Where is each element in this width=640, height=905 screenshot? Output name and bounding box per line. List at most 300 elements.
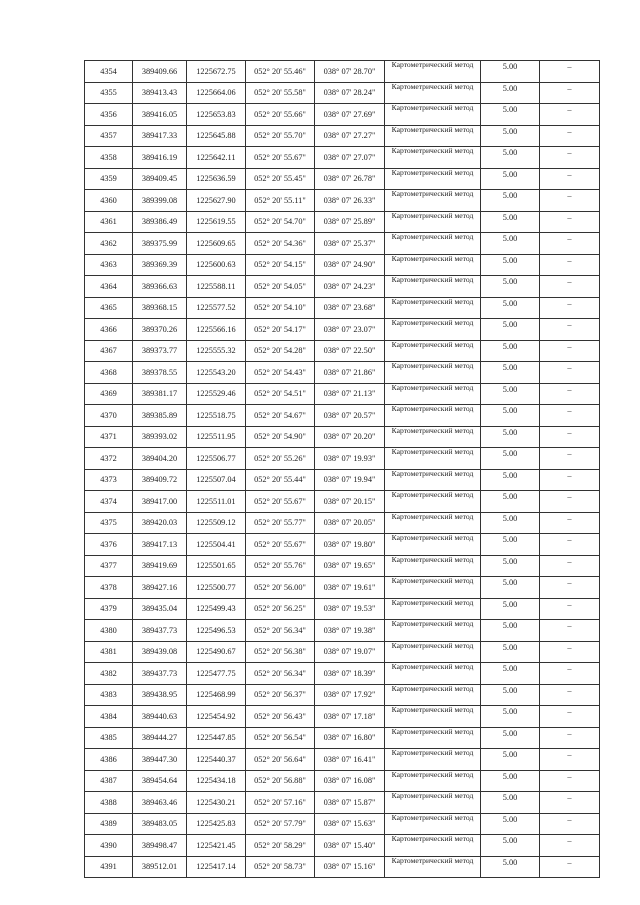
latitude-cell: 052° 20' 57.16" [246, 792, 315, 814]
method-cell: Картометрический метод [385, 792, 481, 814]
note-cell: – [540, 168, 600, 190]
longitude-cell: 038° 07' 25.37" [315, 233, 385, 255]
method-cell: Картометрический метод [385, 426, 481, 448]
accuracy-cell: 5.00 [481, 233, 540, 255]
latitude-cell: 052° 20' 55.11" [246, 190, 315, 212]
method-cell: Картометрический метод [385, 383, 481, 405]
y-coordinate-cell: 1225421.45 [187, 835, 246, 857]
table-row [85, 469, 600, 491]
table-row [85, 340, 600, 362]
x-coordinate-cell: 389447.30 [133, 749, 187, 771]
accuracy-cell: 5.00 [481, 276, 540, 298]
method-cell: Картометрический метод [385, 512, 481, 534]
accuracy-cell: 5.00 [481, 405, 540, 427]
method-cell: Картометрический метод [385, 727, 481, 749]
y-coordinate-cell: 1225417.14 [187, 856, 246, 878]
point-number-cell: 4364 [85, 276, 133, 298]
longitude-cell: 038° 07' 26.78" [315, 168, 385, 190]
point-number-cell: 4367 [85, 340, 133, 362]
x-coordinate-cell: 389416.05 [133, 104, 187, 126]
point-number-cell: 4378 [85, 577, 133, 599]
point-number-cell: 4366 [85, 319, 133, 341]
point-number-cell: 4391 [85, 856, 133, 878]
latitude-cell: 052° 20' 54.90" [246, 426, 315, 448]
latitude-cell: 052° 20' 54.17" [246, 319, 315, 341]
table-row [85, 104, 600, 126]
longitude-cell: 038° 07' 18.39" [315, 663, 385, 685]
accuracy-cell: 5.00 [481, 813, 540, 835]
longitude-cell: 038° 07' 25.89" [315, 211, 385, 233]
point-number-cell: 4374 [85, 491, 133, 513]
method-cell: Картометрический метод [385, 491, 481, 513]
latitude-cell: 052° 20' 55.77" [246, 512, 315, 534]
longitude-cell: 038° 07' 17.92" [315, 684, 385, 706]
latitude-cell: 052° 20' 55.67" [246, 147, 315, 169]
y-coordinate-cell: 1225499.43 [187, 598, 246, 620]
accuracy-cell: 5.00 [481, 749, 540, 771]
latitude-cell: 052° 20' 56.37" [246, 684, 315, 706]
note-cell: – [540, 340, 600, 362]
point-number-cell: 4368 [85, 362, 133, 384]
table-row [85, 405, 600, 427]
latitude-cell: 052° 20' 55.26" [246, 448, 315, 470]
longitude-cell: 038° 07' 19.65" [315, 555, 385, 577]
y-coordinate-cell: 1225509.12 [187, 512, 246, 534]
y-coordinate-cell: 1225504.41 [187, 534, 246, 556]
table-row [85, 770, 600, 792]
method-cell: Картометрический метод [385, 684, 481, 706]
y-coordinate-cell: 1225555.32 [187, 340, 246, 362]
y-coordinate-cell: 1225511.01 [187, 491, 246, 513]
note-cell: – [540, 706, 600, 728]
y-coordinate-cell: 1225642.11 [187, 147, 246, 169]
table-row [85, 319, 600, 341]
method-cell: Картометрический метод [385, 61, 481, 83]
point-number-cell: 4372 [85, 448, 133, 470]
table-row [85, 448, 600, 470]
longitude-cell: 038° 07' 20.20" [315, 426, 385, 448]
longitude-cell: 038° 07' 19.93" [315, 448, 385, 470]
point-number-cell: 4376 [85, 534, 133, 556]
accuracy-cell: 5.00 [481, 835, 540, 857]
x-coordinate-cell: 389381.17 [133, 383, 187, 405]
longitude-cell: 038° 07' 16.08" [315, 770, 385, 792]
y-coordinate-cell: 1225454.92 [187, 706, 246, 728]
accuracy-cell: 5.00 [481, 448, 540, 470]
latitude-cell: 052° 20' 54.05" [246, 276, 315, 298]
longitude-cell: 038° 07' 16.80" [315, 727, 385, 749]
x-coordinate-cell: 389444.27 [133, 727, 187, 749]
x-coordinate-cell: 389435.04 [133, 598, 187, 620]
latitude-cell: 052° 20' 54.36" [246, 233, 315, 255]
x-coordinate-cell: 389512.01 [133, 856, 187, 878]
y-coordinate-cell: 1225430.21 [187, 792, 246, 814]
longitude-cell: 038° 07' 17.18" [315, 706, 385, 728]
y-coordinate-cell: 1225440.37 [187, 749, 246, 771]
point-number-cell: 4379 [85, 598, 133, 620]
x-coordinate-cell: 389417.13 [133, 534, 187, 556]
y-coordinate-cell: 1225507.04 [187, 469, 246, 491]
point-number-cell: 4362 [85, 233, 133, 255]
accuracy-cell: 5.00 [481, 512, 540, 534]
accuracy-cell: 5.00 [481, 706, 540, 728]
method-cell: Картометрический метод [385, 147, 481, 169]
latitude-cell: 052° 20' 56.38" [246, 641, 315, 663]
accuracy-cell: 5.00 [481, 254, 540, 276]
table-row [85, 684, 600, 706]
accuracy-cell: 5.00 [481, 125, 540, 147]
longitude-cell: 038° 07' 26.33" [315, 190, 385, 212]
latitude-cell: 052° 20' 54.10" [246, 297, 315, 319]
longitude-cell: 038° 07' 24.90" [315, 254, 385, 276]
point-number-cell: 4388 [85, 792, 133, 814]
note-cell: – [540, 254, 600, 276]
method-cell: Картометрический метод [385, 813, 481, 835]
longitude-cell: 038° 07' 24.23" [315, 276, 385, 298]
x-coordinate-cell: 389409.66 [133, 61, 187, 83]
y-coordinate-cell: 1225511.95 [187, 426, 246, 448]
accuracy-cell: 5.00 [481, 727, 540, 749]
note-cell: – [540, 641, 600, 663]
x-coordinate-cell: 389378.55 [133, 362, 187, 384]
longitude-cell: 038° 07' 27.69" [315, 104, 385, 126]
longitude-cell: 038° 07' 15.87" [315, 792, 385, 814]
point-number-cell: 4382 [85, 663, 133, 685]
point-number-cell: 4377 [85, 555, 133, 577]
x-coordinate-cell: 389370.26 [133, 319, 187, 341]
table-row [85, 168, 600, 190]
table-row [85, 254, 600, 276]
table-row [85, 813, 600, 835]
longitude-cell: 038° 07' 28.24" [315, 82, 385, 104]
y-coordinate-cell: 1225468.99 [187, 684, 246, 706]
y-coordinate-cell: 1225609.65 [187, 233, 246, 255]
point-number-cell: 4385 [85, 727, 133, 749]
accuracy-cell: 5.00 [481, 211, 540, 233]
point-number-cell: 4389 [85, 813, 133, 835]
longitude-cell: 038° 07' 19.53" [315, 598, 385, 620]
note-cell: – [540, 770, 600, 792]
longitude-cell: 038° 07' 19.38" [315, 620, 385, 642]
accuracy-cell: 5.00 [481, 491, 540, 513]
accuracy-cell: 5.00 [481, 663, 540, 685]
x-coordinate-cell: 389393.02 [133, 426, 187, 448]
note-cell: – [540, 383, 600, 405]
method-cell: Картометрический метод [385, 448, 481, 470]
method-cell: Картометрический метод [385, 598, 481, 620]
x-coordinate-cell: 389437.73 [133, 620, 187, 642]
latitude-cell: 052° 20' 55.67" [246, 491, 315, 513]
note-cell: – [540, 792, 600, 814]
longitude-cell: 038° 07' 20.57" [315, 405, 385, 427]
point-number-cell: 4387 [85, 770, 133, 792]
table-row [85, 555, 600, 577]
latitude-cell: 052° 20' 54.43" [246, 362, 315, 384]
note-cell: – [540, 190, 600, 212]
latitude-cell: 052° 20' 55.58" [246, 82, 315, 104]
method-cell: Картометрический метод [385, 168, 481, 190]
latitude-cell: 052° 20' 56.00" [246, 577, 315, 599]
accuracy-cell: 5.00 [481, 577, 540, 599]
longitude-cell: 038° 07' 20.05" [315, 512, 385, 534]
note-cell: – [540, 147, 600, 169]
note-cell: – [540, 555, 600, 577]
y-coordinate-cell: 1225636.59 [187, 168, 246, 190]
table-row [85, 706, 600, 728]
accuracy-cell: 5.00 [481, 190, 540, 212]
table-row [85, 276, 600, 298]
note-cell: – [540, 620, 600, 642]
note-cell: – [540, 727, 600, 749]
x-coordinate-cell: 389498.47 [133, 835, 187, 857]
method-cell: Картометрический метод [385, 856, 481, 878]
note-cell: – [540, 104, 600, 126]
method-cell: Картометрический метод [385, 577, 481, 599]
latitude-cell: 052° 20' 54.28" [246, 340, 315, 362]
point-number-cell: 4383 [85, 684, 133, 706]
y-coordinate-cell: 1225529.46 [187, 383, 246, 405]
x-coordinate-cell: 389375.99 [133, 233, 187, 255]
point-number-cell: 4358 [85, 147, 133, 169]
latitude-cell: 052° 20' 56.34" [246, 620, 315, 642]
x-coordinate-cell: 389437.73 [133, 663, 187, 685]
table-row [85, 598, 600, 620]
x-coordinate-cell: 389399.08 [133, 190, 187, 212]
accuracy-cell: 5.00 [481, 147, 540, 169]
accuracy-cell: 5.00 [481, 555, 540, 577]
latitude-cell: 052° 20' 58.29" [246, 835, 315, 857]
point-number-cell: 4390 [85, 835, 133, 857]
longitude-cell: 038° 07' 23.68" [315, 297, 385, 319]
table-row [85, 426, 600, 448]
x-coordinate-cell: 389439.08 [133, 641, 187, 663]
accuracy-cell: 5.00 [481, 362, 540, 384]
note-cell: – [540, 448, 600, 470]
accuracy-cell: 5.00 [481, 61, 540, 83]
table-row [85, 577, 600, 599]
accuracy-cell: 5.00 [481, 340, 540, 362]
note-cell: – [540, 598, 600, 620]
x-coordinate-cell: 389417.33 [133, 125, 187, 147]
x-coordinate-cell: 389427.16 [133, 577, 187, 599]
table-row [85, 856, 600, 878]
note-cell: – [540, 233, 600, 255]
note-cell: – [540, 512, 600, 534]
latitude-cell: 052° 20' 58.73" [246, 856, 315, 878]
latitude-cell: 052° 20' 54.51" [246, 383, 315, 405]
table-row [85, 727, 600, 749]
note-cell: – [540, 577, 600, 599]
accuracy-cell: 5.00 [481, 297, 540, 319]
method-cell: Картометрический метод [385, 534, 481, 556]
longitude-cell: 038° 07' 27.07" [315, 147, 385, 169]
latitude-cell: 052° 20' 54.67" [246, 405, 315, 427]
longitude-cell: 038° 07' 22.50" [315, 340, 385, 362]
latitude-cell: 052° 20' 55.66" [246, 104, 315, 126]
table-row [85, 512, 600, 534]
note-cell: – [540, 297, 600, 319]
point-number-cell: 4380 [85, 620, 133, 642]
table-row [85, 620, 600, 642]
accuracy-cell: 5.00 [481, 684, 540, 706]
method-cell: Картометрический метод [385, 104, 481, 126]
note-cell: – [540, 684, 600, 706]
accuracy-cell: 5.00 [481, 168, 540, 190]
longitude-cell: 038° 07' 21.13" [315, 383, 385, 405]
longitude-cell: 038° 07' 19.61" [315, 577, 385, 599]
table-row [85, 491, 600, 513]
x-coordinate-cell: 389483.05 [133, 813, 187, 835]
latitude-cell: 052° 20' 57.79" [246, 813, 315, 835]
y-coordinate-cell: 1225447.85 [187, 727, 246, 749]
x-coordinate-cell: 389368.15 [133, 297, 187, 319]
longitude-cell: 038° 07' 19.07" [315, 641, 385, 663]
method-cell: Картометрический метод [385, 190, 481, 212]
y-coordinate-cell: 1225518.75 [187, 405, 246, 427]
x-coordinate-cell: 389419.69 [133, 555, 187, 577]
latitude-cell: 052° 20' 55.45" [246, 168, 315, 190]
table-row [85, 749, 600, 771]
y-coordinate-cell: 1225500.77 [187, 577, 246, 599]
point-number-cell: 4375 [85, 512, 133, 534]
coordinates-table [84, 60, 600, 878]
note-cell: – [540, 835, 600, 857]
y-coordinate-cell: 1225664.06 [187, 82, 246, 104]
accuracy-cell: 5.00 [481, 534, 540, 556]
latitude-cell: 052° 20' 56.43" [246, 706, 315, 728]
point-number-cell: 4370 [85, 405, 133, 427]
x-coordinate-cell: 389409.45 [133, 168, 187, 190]
y-coordinate-cell: 1225496.53 [187, 620, 246, 642]
accuracy-cell: 5.00 [481, 641, 540, 663]
y-coordinate-cell: 1225425.83 [187, 813, 246, 835]
y-coordinate-cell: 1225672.75 [187, 61, 246, 83]
note-cell: – [540, 82, 600, 104]
longitude-cell: 038° 07' 16.41" [315, 749, 385, 771]
method-cell: Картометрический метод [385, 706, 481, 728]
x-coordinate-cell: 389386.49 [133, 211, 187, 233]
accuracy-cell: 5.00 [481, 770, 540, 792]
method-cell: Картометрический метод [385, 641, 481, 663]
latitude-cell: 052° 20' 56.54" [246, 727, 315, 749]
method-cell: Картометрический метод [385, 125, 481, 147]
y-coordinate-cell: 1225645.88 [187, 125, 246, 147]
table-row [85, 663, 600, 685]
table-row [85, 534, 600, 556]
table-row [85, 190, 600, 212]
point-number-cell: 4357 [85, 125, 133, 147]
accuracy-cell: 5.00 [481, 598, 540, 620]
y-coordinate-cell: 1225490.67 [187, 641, 246, 663]
method-cell: Картометрический метод [385, 620, 481, 642]
method-cell: Картометрический метод [385, 211, 481, 233]
table-row [85, 211, 600, 233]
method-cell: Картометрический метод [385, 405, 481, 427]
latitude-cell: 052° 20' 55.67" [246, 534, 315, 556]
x-coordinate-cell: 389385.89 [133, 405, 187, 427]
y-coordinate-cell: 1225627.90 [187, 190, 246, 212]
accuracy-cell: 5.00 [481, 426, 540, 448]
table-row [85, 61, 600, 83]
longitude-cell: 038° 07' 15.63" [315, 813, 385, 835]
longitude-cell: 038° 07' 28.70" [315, 61, 385, 83]
method-cell: Картометрический метод [385, 297, 481, 319]
longitude-cell: 038° 07' 27.27" [315, 125, 385, 147]
x-coordinate-cell: 389366.63 [133, 276, 187, 298]
y-coordinate-cell: 1225566.16 [187, 319, 246, 341]
note-cell: – [540, 125, 600, 147]
y-coordinate-cell: 1225653.83 [187, 104, 246, 126]
method-cell: Картометрический метод [385, 276, 481, 298]
table-row [85, 297, 600, 319]
method-cell: Картометрический метод [385, 469, 481, 491]
method-cell: Картометрический метод [385, 835, 481, 857]
table-row [85, 383, 600, 405]
y-coordinate-cell: 1225506.77 [187, 448, 246, 470]
point-number-cell: 4369 [85, 383, 133, 405]
point-number-cell: 4381 [85, 641, 133, 663]
table-row [85, 147, 600, 169]
x-coordinate-cell: 389417.00 [133, 491, 187, 513]
latitude-cell: 052° 20' 55.70" [246, 125, 315, 147]
note-cell: – [540, 856, 600, 878]
x-coordinate-cell: 389369.39 [133, 254, 187, 276]
table-row [85, 835, 600, 857]
x-coordinate-cell: 389409.72 [133, 469, 187, 491]
method-cell: Картометрический метод [385, 82, 481, 104]
x-coordinate-cell: 389373.77 [133, 340, 187, 362]
method-cell: Картометрический метод [385, 340, 481, 362]
point-number-cell: 4361 [85, 211, 133, 233]
longitude-cell: 038° 07' 20.15" [315, 491, 385, 513]
latitude-cell: 052° 20' 54.70" [246, 211, 315, 233]
y-coordinate-cell: 1225543.20 [187, 362, 246, 384]
point-number-cell: 4386 [85, 749, 133, 771]
x-coordinate-cell: 389454.64 [133, 770, 187, 792]
method-cell: Картометрический метод [385, 319, 481, 341]
point-number-cell: 4384 [85, 706, 133, 728]
x-coordinate-cell: 389463.46 [133, 792, 187, 814]
method-cell: Картометрический метод [385, 749, 481, 771]
longitude-cell: 038° 07' 15.40" [315, 835, 385, 857]
table-row [85, 125, 600, 147]
method-cell: Картометрический метод [385, 254, 481, 276]
x-coordinate-cell: 389420.03 [133, 512, 187, 534]
point-number-cell: 4371 [85, 426, 133, 448]
y-coordinate-cell: 1225600.63 [187, 254, 246, 276]
latitude-cell: 052° 20' 56.64" [246, 749, 315, 771]
latitude-cell: 052° 20' 55.46" [246, 61, 315, 83]
note-cell: – [540, 749, 600, 771]
method-cell: Картометрический метод [385, 555, 481, 577]
latitude-cell: 052° 20' 56.25" [246, 598, 315, 620]
latitude-cell: 052° 20' 54.15" [246, 254, 315, 276]
note-cell: – [540, 813, 600, 835]
x-coordinate-cell: 389438.95 [133, 684, 187, 706]
x-coordinate-cell: 389413.43 [133, 82, 187, 104]
method-cell: Картометрический метод [385, 362, 481, 384]
x-coordinate-cell: 389404.20 [133, 448, 187, 470]
note-cell: – [540, 491, 600, 513]
table-row [85, 362, 600, 384]
note-cell: – [540, 362, 600, 384]
latitude-cell: 052° 20' 55.76" [246, 555, 315, 577]
y-coordinate-cell: 1225501.65 [187, 555, 246, 577]
point-number-cell: 4360 [85, 190, 133, 212]
x-coordinate-cell: 389440.63 [133, 706, 187, 728]
note-cell: – [540, 426, 600, 448]
longitude-cell: 038° 07' 21.86" [315, 362, 385, 384]
